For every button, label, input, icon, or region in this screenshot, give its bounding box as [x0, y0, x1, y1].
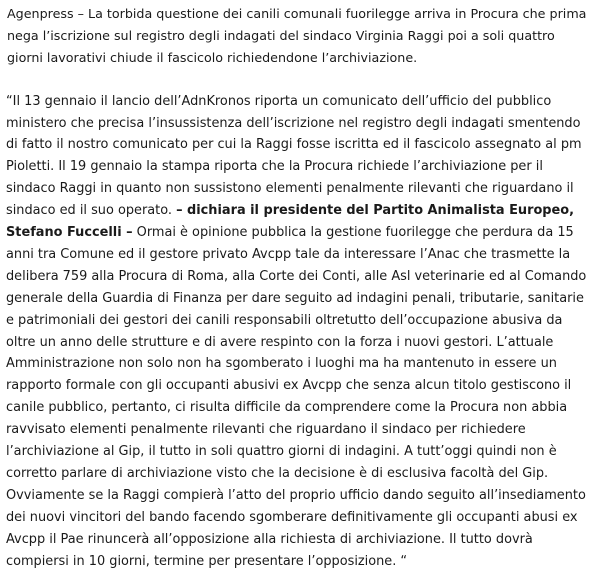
intro-paragraph: Agenpress – La torbida questione dei canili comunali fuorilegge arriva in Procura che prima nega l’iscrizione sul registro degli indagati del sindaco Virginia Raggi poi a soli quattro giorni lavorativi chiude il fascicolo richiedendone l’archiviazione. [7, 6, 587, 65]
quote-paragraph [6, 91, 594, 573]
quote-text-part2: Ormai è opinione pubblica la gestione fuorilegge che perdura da 15 anni tra Comune ed il gestore privato Avcpp tale da interessare l’Anac che trasmette la delibera 759 alla Procura di Roma, alla Corte dei Conti, alle Asl veterinarie ed al Comando generale della Guardia di Finanza per dare seguito ad indagini penali, tributarie, sanitarie e patrimoniali dei gestori dei canili responsabili oltretutto dell’occupazione abusiva da oltre un anno delle strutture e di avere respinto con la forza i nuovi gestori. L’attuale Amministrazione non solo non ha sgomberato i luoghi ma ha mantenuto in essere un rapporto formale con gli occupanti abusivi ex Avcpp che senza alcun titolo gestiscono il canile pubblico, pertanto, ci risulta difficile da comprendere come la Procura non abbia ravvisato elementi penalmente rilevanti che riguardano il sindaco per richiedere l’archiviazione al Gip, il tutto in soli quattro giorni di indagini. A tutt’oggi quindi non è corretto parlare di archiviazione visto che la decisione è di esclusiva facoltà del Gip. Ovviamente se la Raggi compierà l’atto del proprio ufficio dando seguito all’insediamento dei nuovi vincitori del bando facendo sgomberare definitivamente gli occupanti abusi ex Avcpp il Pae rinuncerà all’opposizione alla richiesta di archiviazione. Il tutto dovrà compiersi in 10 giorni, termine per presentare l’opposizione. “ [6, 225, 587, 569]
article-body [6, 3, 594, 573]
quote-text-part1: “Il 13 gennaio il lancio dell’AdnKronos riporta un comunicato dell’ufficio del pubblico ministero che precisa l’insussistenza dell’iscrizione nel registro degli indagati smentendo di fatto il nostro comunicato per cui la Raggi fosse iscritta ed il fascicolo assegnato al pm Pioletti. Il 19 gennaio la stampa riporta che la Procura richiede l’archiviazione per il sindaco Raggi in quanto non sussistono elementi penalmente rilevanti che riguardano il sindaco ed il suo operato. [6, 93, 582, 219]
quote-attribution: – dichiara il presidente del Partito Animalista Europeo, Stefano Fuccelli – [6, 203, 575, 241]
